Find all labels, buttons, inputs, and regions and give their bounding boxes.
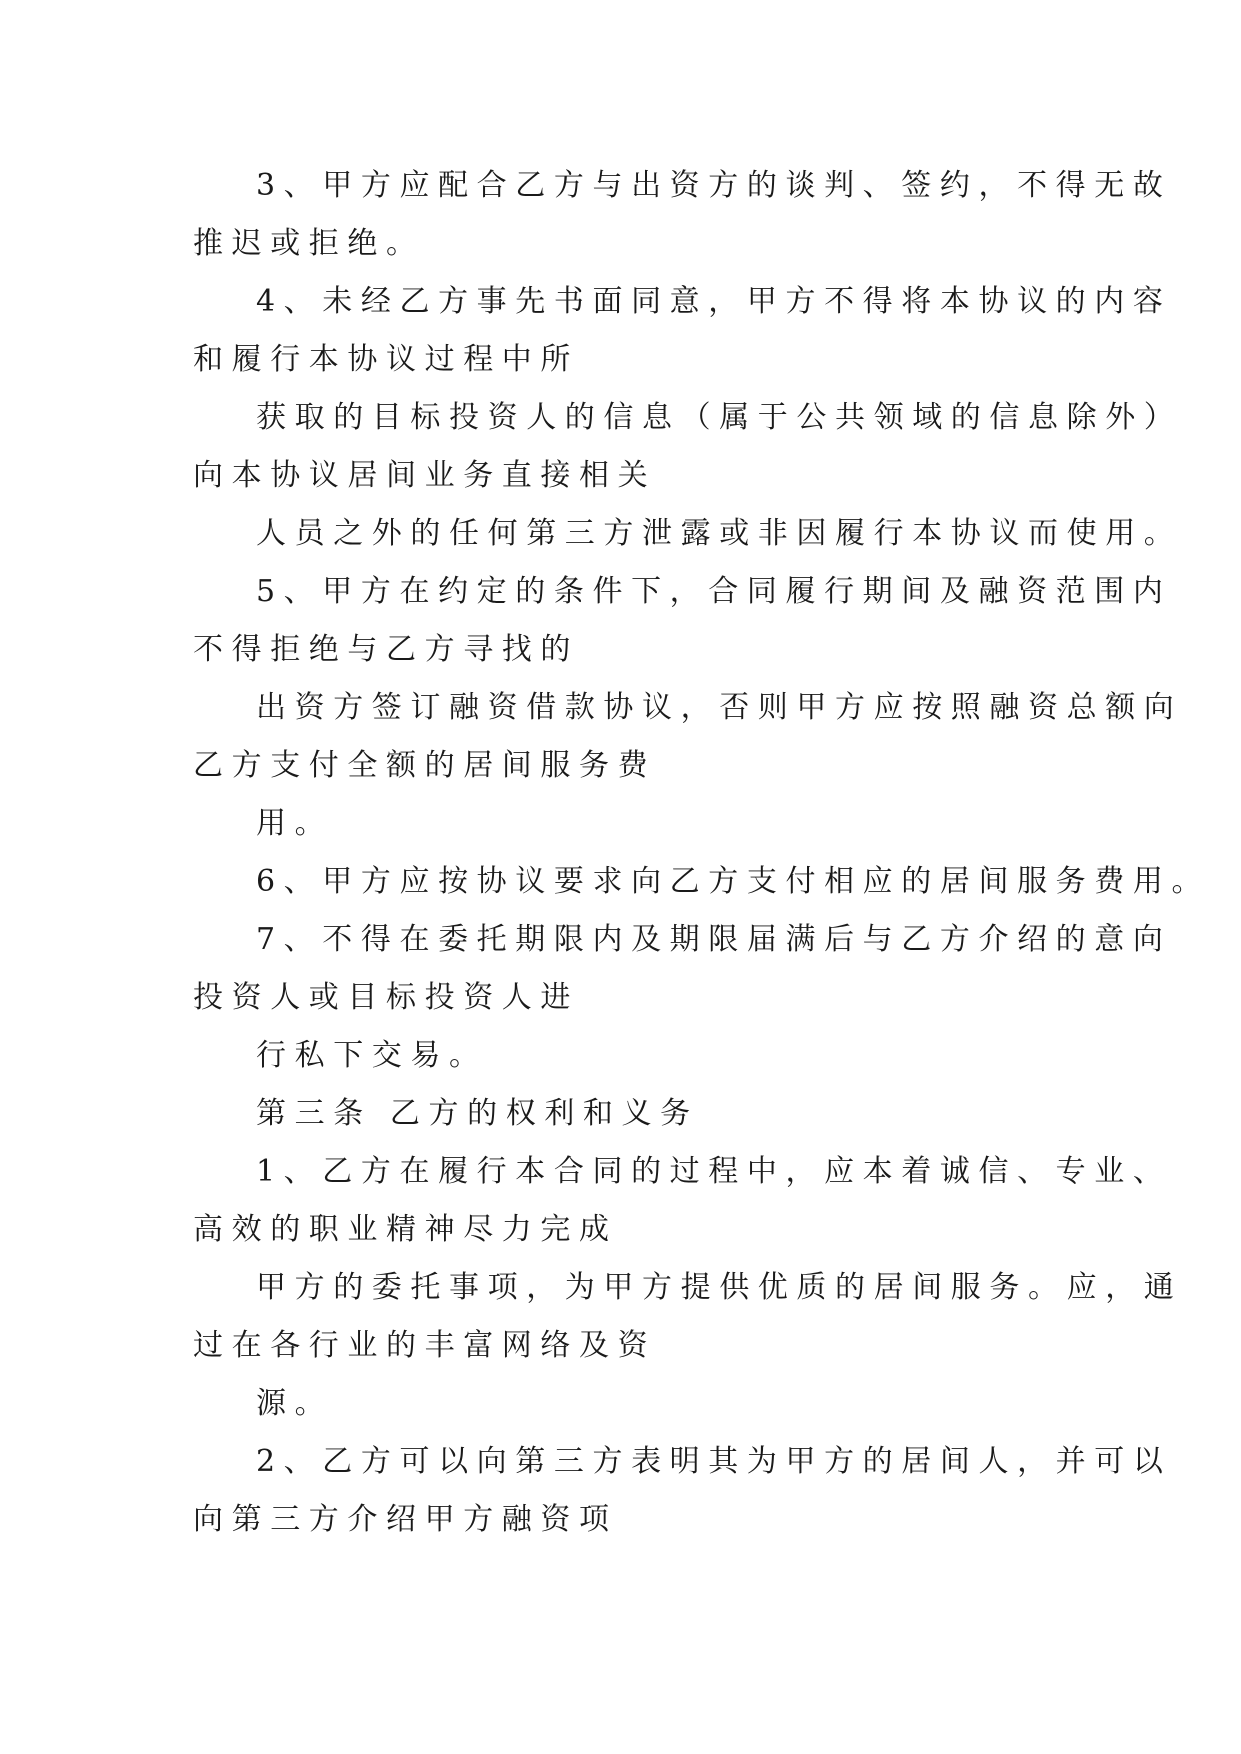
clause-4-line-4: 向本协议居间业务直接相关 <box>193 458 657 493</box>
clause-4-line-3: 获取的目标投资人的信息（属于公共领域的信息除外） <box>256 400 1183 435</box>
article-3-clause-1-line-5: 源。 <box>256 1386 334 1421</box>
article-3-heading: 第三条 乙方的权利和义务 <box>256 1096 699 1131</box>
clause-7-line-2: 投资人或目标投资人进 <box>193 980 579 1015</box>
clause-7-line-3: 行私下交易。 <box>256 1038 488 1073</box>
article-3-clause-1-line-4: 过在各行业的丰富网络及资 <box>193 1328 657 1363</box>
clause-5-line-5: 用。 <box>256 806 334 841</box>
clause-6-line-1: 6、甲方应按协议要求向乙方支付相应的居间服务费用。 <box>256 864 1211 899</box>
clause-4-line-1: 4、未经乙方事先书面同意，甲方不得将本协议的内容 <box>256 284 1172 319</box>
clause-5-line-4: 乙方支付全额的居间服务费 <box>193 748 657 783</box>
article-3-clause-1-line-1: 1、乙方在履行本合同的过程中，应本着诚信、专业、 <box>256 1154 1172 1189</box>
article-3-clause-1-line-2: 高效的职业精神尽力完成 <box>193 1212 618 1247</box>
clause-3-line-1: 3、甲方应配合乙方与出资方的谈判、签约，不得无故 <box>256 168 1172 203</box>
clause-7-line-1: 7、不得在委托期限内及期限届满后与乙方介绍的意向 <box>256 922 1172 957</box>
article-3-clause-2-line-2: 向第三方介绍甲方融资项 <box>193 1502 618 1537</box>
clause-5-line-2: 不得拒绝与乙方寻找的 <box>193 632 579 667</box>
clause-5-line-1: 5、甲方在约定的条件下，合同履行期间及融资范围内 <box>256 574 1172 609</box>
article-3-clause-2-line-1: 2、乙方可以向第三方表明其为甲方的居间人，并可以 <box>256 1444 1172 1479</box>
clause-5-line-3: 出资方签订融资借款协议，否则甲方应按照融资总额向 <box>256 690 1183 725</box>
clause-4-line-5: 人员之外的任何第三方泄露或非因履行本协议而使用。 <box>256 516 1183 551</box>
clause-3-line-2: 推迟或拒绝。 <box>193 226 425 261</box>
clause-4-line-2: 和履行本协议过程中所 <box>193 342 579 377</box>
article-3-clause-1-line-3: 甲方的委托事项，为甲方提供优质的居间服务。应，通 <box>256 1270 1183 1305</box>
